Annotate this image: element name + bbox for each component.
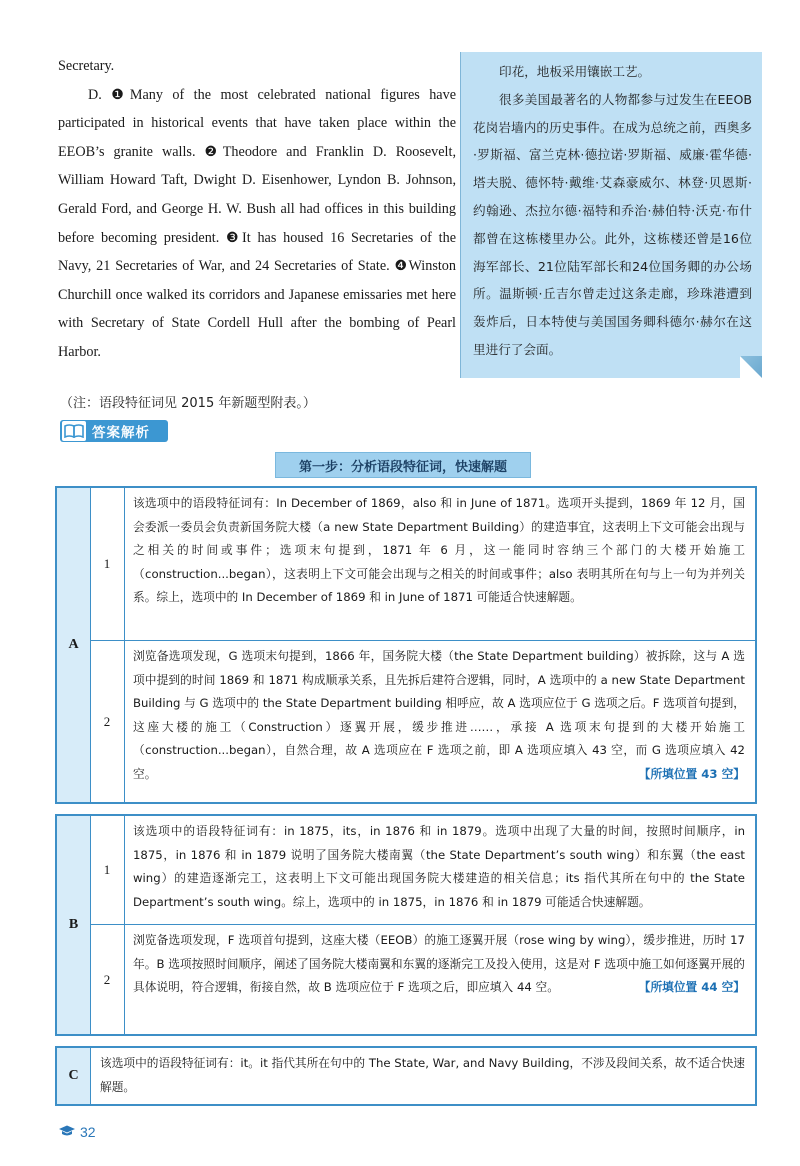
option-letter-c: C xyxy=(57,1048,91,1104)
table-row xyxy=(90,1048,755,1104)
table-row xyxy=(90,641,755,802)
row-paragraph xyxy=(133,929,745,1000)
option-a-table xyxy=(55,486,757,804)
row-number: 2 xyxy=(90,925,125,1034)
english-text xyxy=(58,52,456,378)
graduation-cap-icon xyxy=(58,1124,76,1140)
row-paragraph: 该选项中的语段特征词有：it。it 指代其所在句中的 The State, War, and Navy Building，不涉及段间关系，故不适合快速解题。 xyxy=(100,1056,745,1094)
chinese-line-1: 印花，地板采用镶嵌工艺。 xyxy=(499,64,651,79)
row-number: 2 xyxy=(90,641,125,802)
table-row xyxy=(90,488,755,640)
chinese-translation-panel xyxy=(460,52,762,378)
row-text xyxy=(90,1048,755,1104)
table-row xyxy=(90,816,755,924)
answer-analysis-title: 答案解析 xyxy=(92,425,150,441)
row-number: 1 xyxy=(90,816,125,924)
option-letter-b: B xyxy=(57,816,91,1034)
table-row xyxy=(90,925,755,1034)
option-b-table xyxy=(55,814,757,1036)
note-text: （注：语段特征词见 2015 年新题型附表。） xyxy=(60,396,316,411)
row-paragraph-body: 浏览备选项发现，F 选项首句提到，这座大楼（EEOB）的施工逐翼开展（rose wing by wing），缓步推进，历时 17 年。B 选项按照时间顺序，阐述了国务院大楼南翼和东翼的逐渐完工及投入使用，这是对 F 选项中施工如何逐翼开展的具体说明，符合逻辑，衔接自然，故 B 选项应位于 F 选项之后，即应填入 44 空。 xyxy=(133,933,745,995)
step-one-title: 第一步：分析语段特征词，快速解题 xyxy=(275,452,531,478)
open-book-icon xyxy=(62,421,86,441)
row-text xyxy=(124,488,755,640)
row-paragraph-body: 浏览备选项发现，G 选项末句提到，1866 年，国务院大楼（the State Department building）被拆除，这与 A 选项中提到的时间 1869 和 1871 构成顺承关系，且先拆后建符合逻辑，同时，A 选项中的 a new State Department Building 与 G 选项中的 the State Department building 相呼应，故 A 选项应位于 G 选项之后。F 选项首句提到，这座大楼的施工（Construction）逐翼开展，缓步推进……，承接 A 选项末句提到的大楼开始施工（construction...began），自然合理，故 A 选项应在 F 选项之前，即 A 选项应填入 43 空，而 G 选项应填入 42 空。 xyxy=(133,649,745,781)
bilingual-passage xyxy=(58,52,763,378)
fill-position-badge: 【所填位置 44 空】 xyxy=(638,980,745,995)
row-paragraph xyxy=(133,645,745,787)
fill-position-badge: 【所填位置 43 空】 xyxy=(638,766,745,781)
row-text xyxy=(124,641,755,802)
answer-analysis-header xyxy=(60,420,168,442)
english-line-secretary: Secretary. xyxy=(58,58,115,74)
page-curl-icon xyxy=(740,356,762,378)
row-number: 1 xyxy=(90,488,125,640)
row-text xyxy=(124,925,755,1034)
page-number: 32 xyxy=(80,1124,96,1140)
page-footer xyxy=(58,1124,96,1140)
option-c-table xyxy=(55,1046,757,1106)
row-paragraph: 该选项中的语段特征词有：In December of 1869，also 和 in June of 1871。选项开头提到，1869 年 12 月，国会委派一委员会负责新国务院大楼（a new State Department Building）的建造事宜，这表明上下文可能会出现与之相关的时间或事件；选项末句提到，1871 年 6 月，这一能同时容纳三个部门的大楼开始施工（construction...began），这表明上下文可能会出现与之相关的时间或事件；also 表明其所在句与上一句为并列关系。综上，选项中的 In December of 1869 和 in June of 1871 可能适合快速解题。 xyxy=(133,496,745,605)
row-text xyxy=(124,816,755,924)
option-letter-a: A xyxy=(57,488,91,802)
english-paragraph-d: D. ❶Many of the most celebrated national figures have participated in historical events that have taken place within the EEOB’s granite walls. ❷Theodore and Franklin D. Roosevelt, William Howard Taft, Dwight D. Eisenhower, Lyndon B. Johnson, Gerald Ford, and George H. W. Bush all had offices in this building before becoming president. ❸It has housed 16 Secretaries of the Navy, 21 Secretaries of War, and 24 Secretaries of State. ❹Winston Churchill once walked its corridors and Japanese emissaries met here with Secretary of State Cordell Hull after the bombing of Pearl Harbor. xyxy=(58,86,456,360)
chinese-paragraph: 很多美国最著名的人物都参与过发生在EEOB花岗岩墙内的历史事件。在成为总统之前，西奥多·罗斯福、富兰克林·德拉诺·罗斯福、威廉·霍华德·塔夫脱、德怀特·戴维·艾森豪威尔、林登·贝恩斯·约翰逊、杰拉尔德·福特和乔治·赫伯特·沃克·布什都曾在这栋楼里办公。此外，这栋楼还曾是16位海军部长、21位陆军部长和24位国务卿的办公场所。温斯顿·丘吉尔曾走过这条走廊，珍珠港遭到轰炸后，日本特使与美国国务卿科德尔·赫尔在这里进行了会面。 xyxy=(473,91,752,357)
row-paragraph: 该选项中的语段特征词有：in 1875，its，in 1876 和 in 1879。选项中出现了大量的时间，按照时间顺序，in 1875，in 1876 和 in 1879 说明了国务院大楼南翼（the State Department’s south wing）和东翼（the east wing）的建造逐渐完工，这表明上下文可能出现国务院大楼建造的相关信息；its 指代其所在句中的 the State Department’s south wing。综上，选项中的 in 1875，in 1876 和 in 1879 可能适合快速解题。 xyxy=(133,824,745,909)
